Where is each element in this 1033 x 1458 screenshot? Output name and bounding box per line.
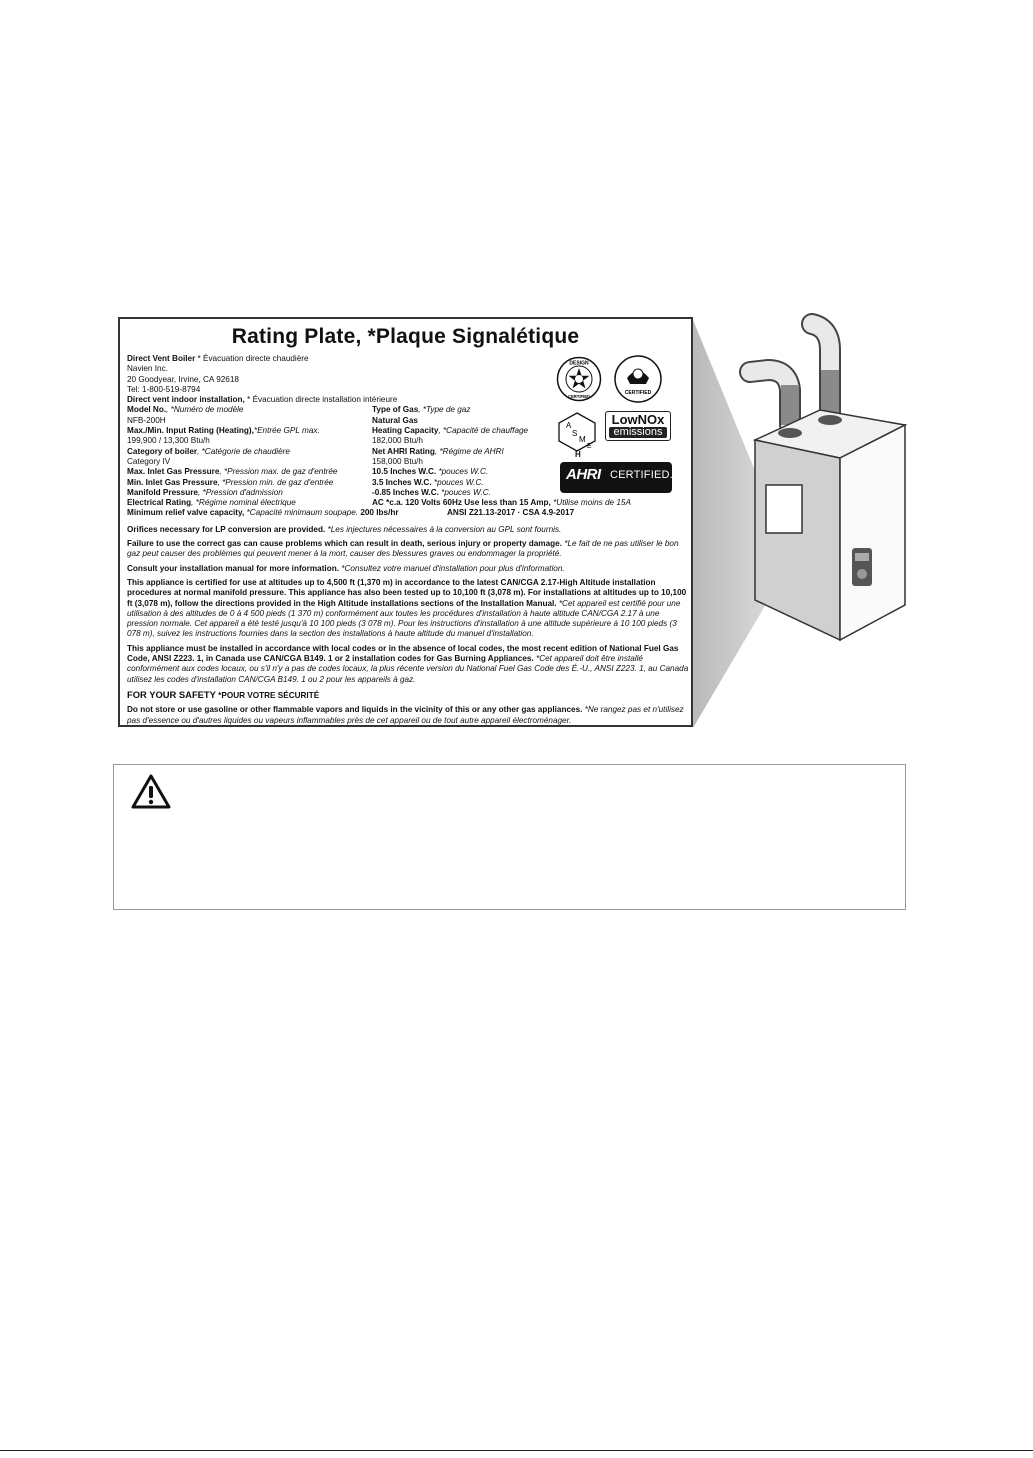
altitude-fr: *Cet appareil est certifié pour une utilisation à des altitudes de 0 à 4 500 pieds (1 370 m) conformément aux toutes les procédures d'installation à haute altitude CAN/CGA 2.17 à une pression normale. Cet appareil a été testé jusqu'à 10 100 pieds (3 078 m). Pour les instructions d'installation à une altitude supérieure à 10 100 pieds (3 078 m), suivez les instructions fournies dans la section des installations à haute altitude du manuel d'installation.	[127, 598, 681, 639]
company-address: 20 Goodyear, Irvine, CA 92618	[127, 374, 239, 384]
csa-design-bottom-text: CERTIFIED	[567, 394, 591, 399]
safety-fr: *POUR VOTRE SÉCURITÉ	[215, 690, 320, 700]
input-rating-fr: *Entrée GPL max.	[253, 426, 320, 436]
gas-type-label: Type of Gas	[372, 405, 419, 415]
indoor-label: Direct vent indoor installation,	[127, 395, 245, 405]
asme-letter: E	[587, 443, 592, 450]
warning-box	[113, 764, 906, 910]
store-fr: *Ne rangez pas et n'utilisez pas d'essence ou d'autres liquides ou vapeurs inflammables près de cet appareil ou de tout autre appareil électroménager.	[127, 705, 684, 725]
plate-title: Rating Plate, *Plaque Signalétique	[231, 325, 580, 348]
max-inlet-label: Max. Inlet Gas Pressure	[127, 467, 220, 477]
storage-notice	[127, 705, 689, 726]
failure-en: Failure to use the correct gas can cause problems which can result in death, serious injury or property damage.	[127, 539, 562, 549]
model-fr: , *Numéro de modèle	[166, 405, 244, 415]
relief-label: Minimum relief valve capacity,	[127, 508, 245, 518]
manifold-label: Manifold Pressure	[127, 487, 198, 497]
max-inlet-fr: , *Pression max. de gaz d'entrée	[219, 467, 338, 477]
store-en: Do not store or use gasoline or other flammable vapors and liquids in the vicinity of this or any other gas appliances.	[127, 705, 583, 715]
ahri-rating-fr: , *Régime de AHRI	[434, 446, 504, 456]
min-inlet-value-fr: *pouces W.C.	[431, 477, 484, 487]
heating-capacity-value: 182,000 Btu/h	[372, 436, 423, 446]
manifold-value: -0.85 Inches W.C.	[372, 487, 439, 497]
orifices-notice	[127, 525, 689, 535]
warning-icon	[130, 773, 172, 811]
boiler-type-fr: * Évacuation directe chaudière	[195, 354, 309, 363]
consult-notice	[127, 564, 689, 574]
emissions-text: emissions	[609, 427, 667, 438]
safety-en: FOR YOUR SAFETY	[127, 688, 216, 700]
asme-stamp-logo	[555, 411, 599, 453]
relief-fr: *Capacité minimaum soupape.	[244, 508, 359, 518]
csa-design-certified-logo	[556, 356, 602, 402]
electrical-fr: , *Régime nominal électrique	[191, 498, 296, 508]
ahri-certified-logo	[560, 462, 672, 493]
failure-fr: *Le fait de ne pas utiliser le bon gaz peut causer des problèmes qui peuvent mener à la mort, causer des blessures graves ou endommager la propriété.	[127, 539, 679, 559]
category-label: Category of boiler	[127, 446, 198, 456]
electrical-value-fr: *Utilise moins de 15A	[550, 498, 631, 508]
altitude-notice	[127, 578, 689, 640]
boiler-illustration	[730, 310, 930, 650]
min-inlet-fr: , *Pression min. de gaz d'entrée	[217, 477, 334, 487]
model-label: Model No.	[127, 405, 167, 415]
category-value: Category IV	[127, 456, 171, 466]
low-nox-text: LowNOx	[611, 412, 665, 427]
input-rating-label: Max./Min. Input Rating (Heating),	[127, 426, 254, 436]
indoor-fr: * Évacuation directe installation intérieure	[244, 395, 398, 405]
page-footer-rule	[0, 1450, 1033, 1451]
ahri-mark: AHRI	[566, 466, 601, 483]
heating-capacity-fr: , *Capacité de chauffage	[438, 426, 529, 436]
heating-capacity-label: Heating Capacity	[372, 426, 439, 436]
input-rating-value: 199,900 / 13,300 Btu/h	[127, 436, 210, 446]
max-inlet-value: 10.5 Inches W.C.	[372, 467, 437, 477]
standards: ANSI Z21.13-2017 · CSA 4.9-2017	[447, 508, 575, 518]
max-inlet-value-fr: *pouces W.C.	[436, 467, 489, 477]
pressure-row	[127, 498, 689, 508]
electrical-value: AC *c.a. 120 Volts 60Hz Use less than 15 Amp,	[372, 498, 551, 508]
low-nox-logo	[605, 411, 671, 441]
asme-letter: M	[579, 435, 586, 444]
min-inlet-label: Min. Inlet Gas Pressure	[127, 477, 218, 487]
company-name: Navien Inc.	[127, 364, 168, 374]
manifold-fr: , *Pression d'admission	[197, 487, 283, 497]
electrical-label: Electrical Rating	[127, 498, 192, 508]
altitude-en: This appliance is certified for use at altitudes up to 4,500 ft (1,370 m) in accordance to the latest CAN/CGA 2.17-High Altitude installation procedures at normal manifold pressure. This appliance has also been tested up to 10,100 ft (3,078 m). For installations at altitudes up to 10,100 ft (3,078 m), follow the directions provided in the High Altitude installations sections of the Installation Manual.	[127, 577, 687, 608]
rating-plate	[118, 317, 693, 727]
ahri-rating-label: Net AHRI Rating	[372, 446, 435, 456]
asme-letter: A	[566, 421, 572, 430]
local-fr: *Cet appareil doit être installé conformément aux codes locaux, ou s'il n'y a pas de codes locaux, la plus récente version du National Fuel Gas Code des É.-U., ANSI Z223. 1, au Canada utilisez les codes d'installation CAN/CGA B149. 1 ou 2 pour les appareils à gaz.	[127, 654, 689, 684]
local-en: This appliance must be installed in accordance with local codes or in the absence of local codes, the most recent edition of National Fuel Gas Code, ANSI Z223. 1, in Canada use CAN/CGA B149. 1 or 2 installation codes for Gas Burning Appliances.	[127, 643, 679, 664]
min-inlet-value: 3.5 Inches W.C.	[372, 477, 432, 487]
csa-certified-text: CERTIFIED	[624, 390, 652, 396]
safety-heading	[127, 690, 689, 701]
consult-en: Consult your installation manual for more information.	[127, 563, 339, 573]
csa-design-top-text: DESIGN	[569, 360, 589, 367]
gas-type-fr: , *Type de gaz	[418, 405, 471, 415]
boiler-type-label: Direct Vent Boiler	[127, 354, 196, 363]
asme-letter: S	[572, 429, 578, 438]
company-tel: Tel: 1-800-519-8794	[127, 384, 201, 394]
local-codes-notice	[127, 644, 689, 685]
relief-value: 200 lbs/hr	[358, 508, 399, 518]
csa-certified-logo	[613, 354, 663, 404]
category-fr: , *Catégorie de chaudière	[197, 446, 290, 456]
failure-notice	[127, 539, 689, 560]
ahri-rating-value: 158,000 Btu/h	[372, 456, 423, 466]
ahri-certified-text: CERTIFIED.	[610, 469, 673, 481]
plate-body	[127, 354, 689, 726]
model-value: NFB-200H	[127, 415, 166, 425]
asme-stamp-letter: H	[575, 450, 581, 459]
orifices-en: Orifices necessary for LP conversion are provided.	[127, 524, 326, 534]
consult-fr: *Consultez votre manuel d'installation pour plus d'information.	[338, 563, 565, 573]
manifold-value-fr: *pouces W.C.	[438, 487, 491, 497]
gas-type-value: Natural Gas	[372, 415, 418, 425]
orifices-fr: *Les injectures nécessaires à la conversion au GPL sont fournis.	[325, 524, 562, 534]
relief-row	[127, 508, 689, 518]
